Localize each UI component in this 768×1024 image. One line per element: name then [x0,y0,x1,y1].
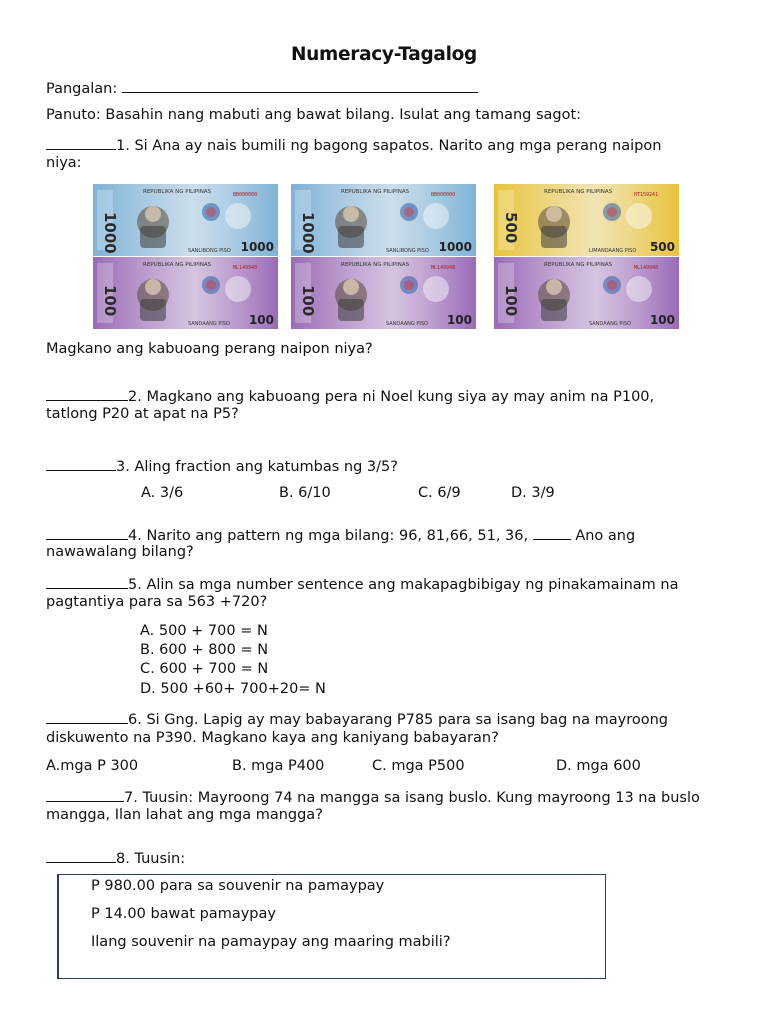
answer-blank-3[interactable] [46,456,116,471]
q3-choice-d: D. 3/9 [511,485,555,501]
question-8 [46,848,185,867]
question-1-prompt: Magkano ang kabuoang perang naipon niya? [46,341,373,357]
bill-header: REPUBLIKA NG PILIPINAS [341,262,410,268]
bill-side-denomination: 1000 [299,212,317,254]
answer-blank-1[interactable] [46,135,116,150]
question-2-line2: tatlong P20 at apat na P5? [46,406,239,422]
name-blank[interactable] [122,78,478,93]
question-2-line1: 2. Magkano ang kabuoang pera ni Noel kung siya ay may anim na P100, [128,389,655,405]
box-line-1: P 980.00 para sa souvenir na pamaypay [91,878,385,894]
q3-choice-b: B. 6/10 [279,485,331,501]
question-8-text: 8. Tuusin: [116,851,186,867]
bill-serial: HT159241 [634,192,659,198]
question-4-line1-end: Ano ang [575,528,636,544]
banknote-2 [291,184,476,256]
q6-choice-d: D. mga 600 [556,758,641,774]
q6-choice-c: C. mga P500 [372,758,465,774]
bill-serial: ML149948 [233,265,258,271]
q5-choice-c: C. 600 + 700 = N [140,661,269,677]
bill-words: LIMANDAANG PISO [589,248,637,254]
q3-choice-c: C. 6/9 [418,485,461,501]
question-3-text: 3. Aling fraction ang katumbas ng 3/5? [116,459,398,475]
bill-side-denomination: 100 [101,285,119,317]
bill-side-denomination: 1000 [101,212,119,254]
name-label: Pangalan: [46,81,118,97]
question-7 [46,787,700,806]
banknote-5 [291,257,476,329]
bill-header: REPUBLIKA NG PILIPINAS [341,189,410,195]
answer-blank-8[interactable] [46,848,116,863]
bill-header: REPUBLIKA NG PILIPINAS [544,262,613,268]
question-6-line1: 6. Si Gng. Lapig ay may babayarang P785 para sa isang bag na mayroong [128,712,668,728]
question-6 [46,709,668,728]
bill-header: REPUBLIKA NG PILIPINAS [143,262,212,268]
bill-serial: BB000000 [431,192,456,198]
bill-serial: BB000000 [233,192,258,198]
question-1 [46,135,661,154]
bill-side-denomination: 500 [502,212,520,244]
bill-denomination: 500 [649,240,675,254]
question-4-line2: nawawalang bilang? [46,544,194,560]
bill-denomination: 100 [446,313,472,327]
bill-denomination: 100 [248,313,274,327]
bill-serial: ML149948 [431,265,456,271]
bill-side-denomination: 100 [299,285,317,317]
question-6-line2: diskuwento na P390. Magkano kaya ang kaniyang babayaran? [46,730,499,746]
banknote-6 [494,257,679,329]
bill-side-denomination: 100 [502,285,520,317]
question-1-line2: niya: [46,155,82,171]
answer-blank-6[interactable] [46,709,128,724]
bill-denomination: 1000 [240,240,274,254]
banknote-4 [93,257,278,329]
q5-choice-a: A. 500 + 700 = N [140,623,268,639]
question-7-line2: mangga, Ilan lahat ang mga mangga? [46,807,323,823]
q6-choice-a: A.mga P 300 [46,758,139,774]
q5-choice-d: D. 500 +60+ 700+20= N [140,681,326,697]
question-2 [46,386,654,405]
bill-header: REPUBLIKA NG PILIPINAS [544,189,613,195]
bill-words: SANDAANG PISO [386,321,428,327]
box-line-3: Ilang souvenir na pamaypay ang maaring mabili? [91,934,451,950]
bill-denomination: 1000 [438,240,472,254]
question-1-line1: 1. Si Ana ay nais bumili ng bagong sapatos. Narito ang mga perang naipon [116,138,662,154]
bill-words: SANLIBONG PISO [188,248,231,254]
q3-choice-a: A. 3/6 [141,485,184,501]
bill-words: SANLIBONG PISO [386,248,429,254]
pattern-missing-blank[interactable] [533,525,571,540]
bill-denomination: 100 [649,313,675,327]
question-4 [46,525,635,544]
q5-choice-b: B. 600 + 800 = N [140,642,269,658]
question-7-line1: 7. Tuusin: Mayroong 74 na mangga sa isang buslo. Kung mayroong 13 na buslo [124,790,700,806]
box-line-2: P 14.00 bawat pamaypay [91,906,276,922]
bill-header: REPUBLIKA NG PILIPINAS [143,189,212,195]
bill-serial: ML149948 [634,265,659,271]
q6-choice-b: B. mga P400 [232,758,325,774]
banknote-3 [494,184,679,256]
answer-blank-7[interactable] [46,787,124,802]
page-title: Numeracy-Tagalog [290,44,477,65]
banknote-1 [93,184,278,256]
bill-words: SANDAANG PISO [188,321,230,327]
instruction: Panuto: Basahin nang mabuti ang bawat bilang. Isulat ang tamang sagot: [46,107,582,123]
question-4-line1: 4. Narito ang pattern ng mga bilang: 96, 81,66, 51, 36, [128,528,529,544]
bill-words: SANDAANG PISO [589,321,631,327]
name-row [46,78,478,97]
question-3 [46,456,398,475]
answer-blank-5[interactable] [46,574,128,589]
question-5 [46,574,678,593]
answer-blank-4[interactable] [46,525,128,540]
answer-blank-2[interactable] [46,386,128,401]
question-5-line1: 5. Alin sa mga number sentence ang makapagbibigay ng pinakamainam na [128,577,679,593]
question-5-line2: pagtantiya para sa 563 +720? [46,594,268,610]
